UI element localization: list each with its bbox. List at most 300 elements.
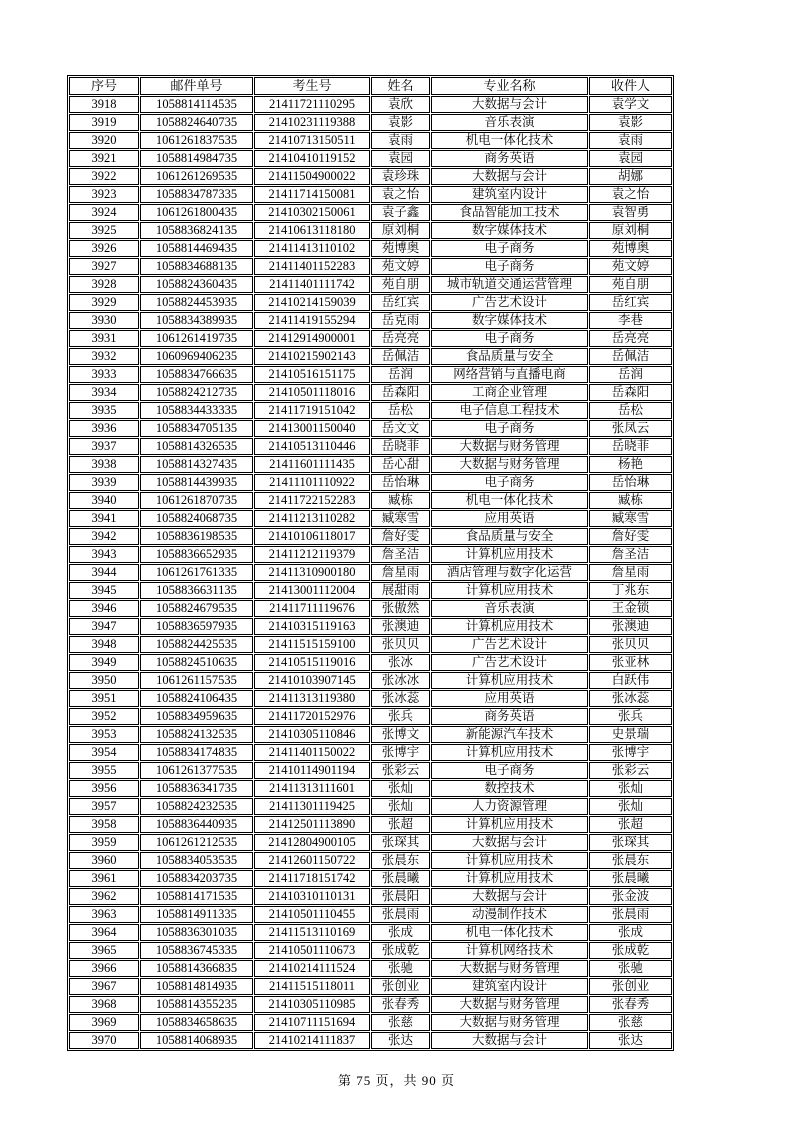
table-cell: 岳文文 bbox=[371, 420, 430, 437]
table-cell: 1061261212535 bbox=[140, 834, 253, 851]
table-cell: 21410305110846 bbox=[254, 726, 370, 743]
table-cell: 大数据与会计 bbox=[431, 1032, 588, 1049]
table-cell: 1058824212735 bbox=[140, 384, 253, 401]
table-cell: 苑博奥 bbox=[589, 240, 672, 257]
table-cell: 1061261419735 bbox=[140, 330, 253, 347]
table-cell: 原刘桐 bbox=[589, 222, 672, 239]
table-cell: 1058836301035 bbox=[140, 924, 253, 941]
table-row bbox=[69, 834, 672, 851]
table-cell: 应用英语 bbox=[431, 690, 588, 707]
table-cell: 计算机应用技术 bbox=[431, 546, 588, 563]
table-cell: 21411721110295 bbox=[254, 96, 370, 113]
table-row bbox=[69, 258, 672, 275]
table-cell: 张琛其 bbox=[371, 834, 430, 851]
table-row bbox=[69, 546, 672, 563]
table-cell: 张博宇 bbox=[589, 744, 672, 761]
table-cell: 21412601150722 bbox=[254, 852, 370, 869]
table-cell: 21411310900180 bbox=[254, 564, 370, 581]
table-cell: 张春秀 bbox=[589, 996, 672, 1013]
table-cell: 3929 bbox=[69, 294, 139, 311]
table-cell: 电子商务 bbox=[431, 420, 588, 437]
table-row bbox=[69, 276, 672, 293]
table-cell: 张晨东 bbox=[371, 852, 430, 869]
table-cell: 音乐表演 bbox=[431, 600, 588, 617]
table-cell: 张成乾 bbox=[589, 942, 672, 959]
table-row bbox=[69, 690, 672, 707]
table-row bbox=[69, 132, 672, 149]
table-cell: 建筑室内设计 bbox=[431, 186, 588, 203]
table-cell: 袁雨 bbox=[589, 132, 672, 149]
table-cell: 1058834787335 bbox=[140, 186, 253, 203]
table-cell: 3932 bbox=[69, 348, 139, 365]
table-cell: 詹好雯 bbox=[371, 528, 430, 545]
table-cell: 商务英语 bbox=[431, 708, 588, 725]
table-cell: 岳红宾 bbox=[371, 294, 430, 311]
header-row bbox=[69, 77, 672, 95]
table-cell: 3925 bbox=[69, 222, 139, 239]
table-cell: 21410214159039 bbox=[254, 294, 370, 311]
table-row bbox=[69, 96, 672, 113]
table-cell: 苑自朋 bbox=[371, 276, 430, 293]
table-cell: 21411419155294 bbox=[254, 312, 370, 329]
table-cell: 21411313111601 bbox=[254, 780, 370, 797]
table-cell: 商务英语 bbox=[431, 150, 588, 167]
table-cell: 3946 bbox=[69, 600, 139, 617]
table-cell: 1058814327435 bbox=[140, 456, 253, 473]
table-cell: 袁之怡 bbox=[589, 186, 672, 203]
table-cell: 21410114901194 bbox=[254, 762, 370, 779]
table-cell: 1058836198535 bbox=[140, 528, 253, 545]
table-cell: 3955 bbox=[69, 762, 139, 779]
column-header: 序号 bbox=[69, 77, 139, 95]
table-row bbox=[69, 114, 672, 131]
table-cell: 21410501110673 bbox=[254, 942, 370, 959]
table-row bbox=[69, 456, 672, 473]
table-cell: 1058814366835 bbox=[140, 960, 253, 977]
table-cell: 袁影 bbox=[589, 114, 672, 131]
table-cell: 1058814469435 bbox=[140, 240, 253, 257]
table-cell: 岳心甜 bbox=[371, 456, 430, 473]
table-row bbox=[69, 330, 672, 347]
table-cell: 张创业 bbox=[371, 978, 430, 995]
table-cell: 展甜雨 bbox=[371, 582, 430, 599]
table-cell: 1058834766635 bbox=[140, 366, 253, 383]
table-cell: 张慈 bbox=[371, 1014, 430, 1031]
table-cell: 电子商务 bbox=[431, 240, 588, 257]
table-cell: 3952 bbox=[69, 708, 139, 725]
table-cell: 1058834053535 bbox=[140, 852, 253, 869]
table-cell: 杨艳 bbox=[589, 456, 672, 473]
table-row bbox=[69, 564, 672, 581]
table-cell: 大数据与财务管理 bbox=[431, 456, 588, 473]
table-cell: 3968 bbox=[69, 996, 139, 1013]
table-row bbox=[69, 816, 672, 833]
table-row bbox=[69, 762, 672, 779]
table-row bbox=[69, 348, 672, 365]
table-cell: 21410315119163 bbox=[254, 618, 370, 635]
table-cell: 1058824232535 bbox=[140, 798, 253, 815]
table-cell: 3966 bbox=[69, 960, 139, 977]
table-row bbox=[69, 960, 672, 977]
table-cell: 詹星雨 bbox=[589, 564, 672, 581]
table-cell: 食品质量与安全 bbox=[431, 528, 588, 545]
table-row bbox=[69, 402, 672, 419]
table-cell: 1058836440935 bbox=[140, 816, 253, 833]
table-cell: 21410214111837 bbox=[254, 1032, 370, 1049]
table-cell: 詹星雨 bbox=[371, 564, 430, 581]
table-cell: 詹好雯 bbox=[589, 528, 672, 545]
table-row bbox=[69, 636, 672, 653]
table-cell: 1061261837535 bbox=[140, 132, 253, 149]
table-cell: 大数据与会计 bbox=[431, 888, 588, 905]
table-row bbox=[69, 204, 672, 221]
table-cell: 张晨东 bbox=[589, 852, 672, 869]
table-cell: 21412914900001 bbox=[254, 330, 370, 347]
table-cell: 岳松 bbox=[371, 402, 430, 419]
table-cell: 3919 bbox=[69, 114, 139, 131]
table-cell: 1058834658635 bbox=[140, 1014, 253, 1031]
table-cell: 岳佩洁 bbox=[589, 348, 672, 365]
table-row bbox=[69, 474, 672, 491]
table-cell: 1058824679535 bbox=[140, 600, 253, 617]
table-row bbox=[69, 222, 672, 239]
table-cell: 张驰 bbox=[589, 960, 672, 977]
table-cell: 岳森阳 bbox=[371, 384, 430, 401]
table-cell: 大数据与会计 bbox=[431, 168, 588, 185]
table-cell: 21411711119676 bbox=[254, 600, 370, 617]
table-cell: 1058834705135 bbox=[140, 420, 253, 437]
table-cell: 计算机应用技术 bbox=[431, 744, 588, 761]
table-cell: 21411401152283 bbox=[254, 258, 370, 275]
table-cell: 21411401111742 bbox=[254, 276, 370, 293]
table-cell: 3948 bbox=[69, 636, 139, 653]
table-cell: 袁影 bbox=[371, 114, 430, 131]
table-row bbox=[69, 366, 672, 383]
table-cell: 电子商务 bbox=[431, 258, 588, 275]
table-cell: 21411714150081 bbox=[254, 186, 370, 203]
table-cell: 3950 bbox=[69, 672, 139, 689]
table-cell: 21411718151742 bbox=[254, 870, 370, 887]
table-cell: 张冰冰 bbox=[371, 672, 430, 689]
table-cell: 21411601111435 bbox=[254, 456, 370, 473]
table-cell: 音乐表演 bbox=[431, 114, 588, 131]
table-cell: 岳松 bbox=[589, 402, 672, 419]
table-cell: 王金锁 bbox=[589, 600, 672, 617]
table-row bbox=[69, 240, 672, 257]
table-cell: 3921 bbox=[69, 150, 139, 167]
table-cell: 1058836652935 bbox=[140, 546, 253, 563]
table-cell: 3947 bbox=[69, 618, 139, 635]
column-header: 专业名称 bbox=[431, 77, 588, 95]
table-cell: 1061261761335 bbox=[140, 564, 253, 581]
table-cell: 计算机应用技术 bbox=[431, 672, 588, 689]
table-cell: 计算机应用技术 bbox=[431, 618, 588, 635]
table-cell: 袁园 bbox=[371, 150, 430, 167]
table-cell: 数字媒体技术 bbox=[431, 222, 588, 239]
table-cell: 张成 bbox=[589, 924, 672, 941]
table-cell: 1058834688135 bbox=[140, 258, 253, 275]
table-row bbox=[69, 510, 672, 527]
table-cell: 1058836824135 bbox=[140, 222, 253, 239]
table-cell: 张达 bbox=[589, 1032, 672, 1049]
table-cell: 白跃伟 bbox=[589, 672, 672, 689]
table-cell: 3922 bbox=[69, 168, 139, 185]
table-cell: 1061261800435 bbox=[140, 204, 253, 221]
table-cell: 21411212119379 bbox=[254, 546, 370, 563]
table-cell: 21411301119425 bbox=[254, 798, 370, 815]
table-cell: 张成乾 bbox=[371, 942, 430, 959]
table-cell: 网络营销与直播电商 bbox=[431, 366, 588, 383]
table-cell: 数字媒体技术 bbox=[431, 312, 588, 329]
table-cell: 1058814814935 bbox=[140, 978, 253, 995]
table-cell: 建筑室内设计 bbox=[431, 978, 588, 995]
table-cell: 21412804900105 bbox=[254, 834, 370, 851]
table-cell: 1061261157535 bbox=[140, 672, 253, 689]
table-cell: 张成 bbox=[371, 924, 430, 941]
table-cell: 3944 bbox=[69, 564, 139, 581]
table-cell: 3943 bbox=[69, 546, 139, 563]
table-cell: 3923 bbox=[69, 186, 139, 203]
table-cell: 袁子鑫 bbox=[371, 204, 430, 221]
table-cell: 21411101110922 bbox=[254, 474, 370, 491]
table-row bbox=[69, 798, 672, 815]
table-cell: 21410103907145 bbox=[254, 672, 370, 689]
table-cell: 岳克雨 bbox=[371, 312, 430, 329]
table-cell: 21411720152976 bbox=[254, 708, 370, 725]
table-row bbox=[69, 384, 672, 401]
table-cell: 21410305110985 bbox=[254, 996, 370, 1013]
column-header: 姓名 bbox=[371, 77, 430, 95]
table-row bbox=[69, 1032, 672, 1049]
table-cell: 张博宇 bbox=[371, 744, 430, 761]
table-cell: 岳润 bbox=[589, 366, 672, 383]
table-cell: 岳佩洁 bbox=[371, 348, 430, 365]
table-cell: 3931 bbox=[69, 330, 139, 347]
table-cell: 21410501110455 bbox=[254, 906, 370, 923]
table-cell: 詹圣洁 bbox=[589, 546, 672, 563]
table-cell: 张兵 bbox=[589, 708, 672, 725]
table-cell: 酒店管理与数字化运营 bbox=[431, 564, 588, 581]
table-row bbox=[69, 906, 672, 923]
table-row bbox=[69, 438, 672, 455]
table-cell: 城市轨道交通运营管理 bbox=[431, 276, 588, 293]
table-row bbox=[69, 672, 672, 689]
table-cell: 臧栋 bbox=[589, 492, 672, 509]
table-cell: 史景瑞 bbox=[589, 726, 672, 743]
table-cell: 1058824132535 bbox=[140, 726, 253, 743]
table-body bbox=[69, 96, 672, 1049]
table-cell: 1058824425535 bbox=[140, 636, 253, 653]
table-cell: 3959 bbox=[69, 834, 139, 851]
table-cell: 张凤云 bbox=[589, 420, 672, 437]
table-cell: 计算机应用技术 bbox=[431, 816, 588, 833]
table-cell: 张晨阳 bbox=[371, 888, 430, 905]
table-cell: 张贝贝 bbox=[371, 636, 430, 653]
table-cell: 张灿 bbox=[371, 798, 430, 815]
table-cell: 袁雨 bbox=[371, 132, 430, 149]
table-row bbox=[69, 600, 672, 617]
table-cell: 3930 bbox=[69, 312, 139, 329]
table-cell: 21411401150022 bbox=[254, 744, 370, 761]
table-row bbox=[69, 150, 672, 167]
table-cell: 3967 bbox=[69, 978, 139, 995]
table-cell: 计算机应用技术 bbox=[431, 582, 588, 599]
table-cell: 3927 bbox=[69, 258, 139, 275]
table-cell: 1061261269535 bbox=[140, 168, 253, 185]
table-cell: 原刘桐 bbox=[371, 222, 430, 239]
table-cell: 3965 bbox=[69, 942, 139, 959]
table-cell: 3949 bbox=[69, 654, 139, 671]
table-cell: 1058836341735 bbox=[140, 780, 253, 797]
table-cell: 1058824453935 bbox=[140, 294, 253, 311]
table-cell: 21411313119380 bbox=[254, 690, 370, 707]
table-row bbox=[69, 888, 672, 905]
table-cell: 李巷 bbox=[589, 312, 672, 329]
table-row bbox=[69, 582, 672, 599]
table-cell: 张灿 bbox=[589, 780, 672, 797]
table-cell: 21410410119152 bbox=[254, 150, 370, 167]
table-cell: 工商企业管理 bbox=[431, 384, 588, 401]
column-header: 考生号 bbox=[254, 77, 370, 95]
table-cell: 岳润 bbox=[371, 366, 430, 383]
table-cell: 岳亮亮 bbox=[371, 330, 430, 347]
table-cell: 3933 bbox=[69, 366, 139, 383]
table-cell: 21413001112004 bbox=[254, 582, 370, 599]
column-header: 收件人 bbox=[589, 77, 672, 95]
table-cell: 21411719151042 bbox=[254, 402, 370, 419]
table-cell: 21410711151694 bbox=[254, 1014, 370, 1031]
table-cell: 大数据与财务管理 bbox=[431, 1014, 588, 1031]
table-cell: 3970 bbox=[69, 1032, 139, 1049]
table-row bbox=[69, 420, 672, 437]
table-cell: 1058814114535 bbox=[140, 96, 253, 113]
table-cell: 电子商务 bbox=[431, 762, 588, 779]
table-cell: 21411213110282 bbox=[254, 510, 370, 527]
table-cell: 21410501118016 bbox=[254, 384, 370, 401]
table-cell: 21410513110446 bbox=[254, 438, 370, 455]
page-number-text: 第 75 页，共 90 页 bbox=[337, 1073, 455, 1088]
table-cell: 3918 bbox=[69, 96, 139, 113]
table-cell: 21411413110102 bbox=[254, 240, 370, 257]
table-cell: 21411513110169 bbox=[254, 924, 370, 941]
table-row bbox=[69, 870, 672, 887]
table-cell: 张冰蕊 bbox=[371, 690, 430, 707]
table-cell: 3963 bbox=[69, 906, 139, 923]
table-cell: 广告艺术设计 bbox=[431, 294, 588, 311]
table-cell: 21410214111524 bbox=[254, 960, 370, 977]
table-cell: 苑自朋 bbox=[589, 276, 672, 293]
table-cell: 1058814911335 bbox=[140, 906, 253, 923]
table-cell: 1058824068735 bbox=[140, 510, 253, 527]
table-cell: 岳晓菲 bbox=[371, 438, 430, 455]
table-cell: 3939 bbox=[69, 474, 139, 491]
table-cell: 3962 bbox=[69, 888, 139, 905]
table-cell: 广告艺术设计 bbox=[431, 654, 588, 671]
table-cell: 张兵 bbox=[371, 708, 430, 725]
table-cell: 臧栋 bbox=[371, 492, 430, 509]
table-cell: 张晨雨 bbox=[371, 906, 430, 923]
table-cell: 张驰 bbox=[371, 960, 430, 977]
table-cell: 3960 bbox=[69, 852, 139, 869]
table-cell: 张博文 bbox=[371, 726, 430, 743]
table-cell: 袁园 bbox=[589, 150, 672, 167]
table-cell: 动漫制作技术 bbox=[431, 906, 588, 923]
table-row bbox=[69, 654, 672, 671]
table-cell: 苑文婷 bbox=[589, 258, 672, 275]
table-cell: 袁珍珠 bbox=[371, 168, 430, 185]
table-cell: 1058814355235 bbox=[140, 996, 253, 1013]
table-row bbox=[69, 1014, 672, 1031]
column-header: 邮件单号 bbox=[140, 77, 253, 95]
table-cell: 张傲然 bbox=[371, 600, 430, 617]
table-cell: 食品智能加工技术 bbox=[431, 204, 588, 221]
table-cell: 电子商务 bbox=[431, 474, 588, 491]
table-row bbox=[69, 996, 672, 1013]
table-cell: 1061261377535 bbox=[140, 762, 253, 779]
table-cell: 1060969406235 bbox=[140, 348, 253, 365]
table-cell: 1058834174835 bbox=[140, 744, 253, 761]
table-cell: 3920 bbox=[69, 132, 139, 149]
table-cell: 计算机应用技术 bbox=[431, 852, 588, 869]
table-cell: 张达 bbox=[371, 1032, 430, 1049]
table-cell: 1058814439935 bbox=[140, 474, 253, 491]
table-cell: 苑博奥 bbox=[371, 240, 430, 257]
table-cell: 新能源汽车技术 bbox=[431, 726, 588, 743]
table-cell: 1058836597935 bbox=[140, 618, 253, 635]
table-cell: 21411504900022 bbox=[254, 168, 370, 185]
table-cell: 3969 bbox=[69, 1014, 139, 1031]
mail-list-table bbox=[67, 75, 674, 1051]
table-cell: 岳怡琳 bbox=[371, 474, 430, 491]
table-cell: 张创业 bbox=[589, 978, 672, 995]
table-cell: 21413001150040 bbox=[254, 420, 370, 437]
table-cell: 1058814984735 bbox=[140, 150, 253, 167]
table-cell: 21410613118180 bbox=[254, 222, 370, 239]
table-cell: 21411515159100 bbox=[254, 636, 370, 653]
table-cell: 3953 bbox=[69, 726, 139, 743]
table-cell: 袁智勇 bbox=[589, 204, 672, 221]
table-cell: 胡娜 bbox=[589, 168, 672, 185]
table-cell: 电子信息工程技术 bbox=[431, 402, 588, 419]
table-cell: 3924 bbox=[69, 204, 139, 221]
table-cell: 1058834389935 bbox=[140, 312, 253, 329]
table-cell: 张彩云 bbox=[371, 762, 430, 779]
table-row bbox=[69, 726, 672, 743]
table-cell: 3951 bbox=[69, 690, 139, 707]
table-cell: 张灿 bbox=[589, 798, 672, 815]
table-row bbox=[69, 852, 672, 869]
table-row bbox=[69, 708, 672, 725]
table-cell: 苑文婷 bbox=[371, 258, 430, 275]
table-cell: 臧寒雪 bbox=[371, 510, 430, 527]
table-cell: 臧寒雪 bbox=[589, 510, 672, 527]
table-cell: 张贝贝 bbox=[589, 636, 672, 653]
table-cell: 大数据与会计 bbox=[431, 834, 588, 851]
table-cell: 3945 bbox=[69, 582, 139, 599]
table-cell: 1058834433335 bbox=[140, 402, 253, 419]
table-cell: 21411722152283 bbox=[254, 492, 370, 509]
table-cell: 21410515119016 bbox=[254, 654, 370, 671]
table-row bbox=[69, 492, 672, 509]
table-cell: 张春秀 bbox=[371, 996, 430, 1013]
table-cell: 张晨曦 bbox=[371, 870, 430, 887]
table-cell: 大数据与财务管理 bbox=[431, 960, 588, 977]
table-cell: 大数据与财务管理 bbox=[431, 996, 588, 1013]
table-cell: 3956 bbox=[69, 780, 139, 797]
table-cell: 1058834203735 bbox=[140, 870, 253, 887]
table-row bbox=[69, 942, 672, 959]
table-row bbox=[69, 168, 672, 185]
